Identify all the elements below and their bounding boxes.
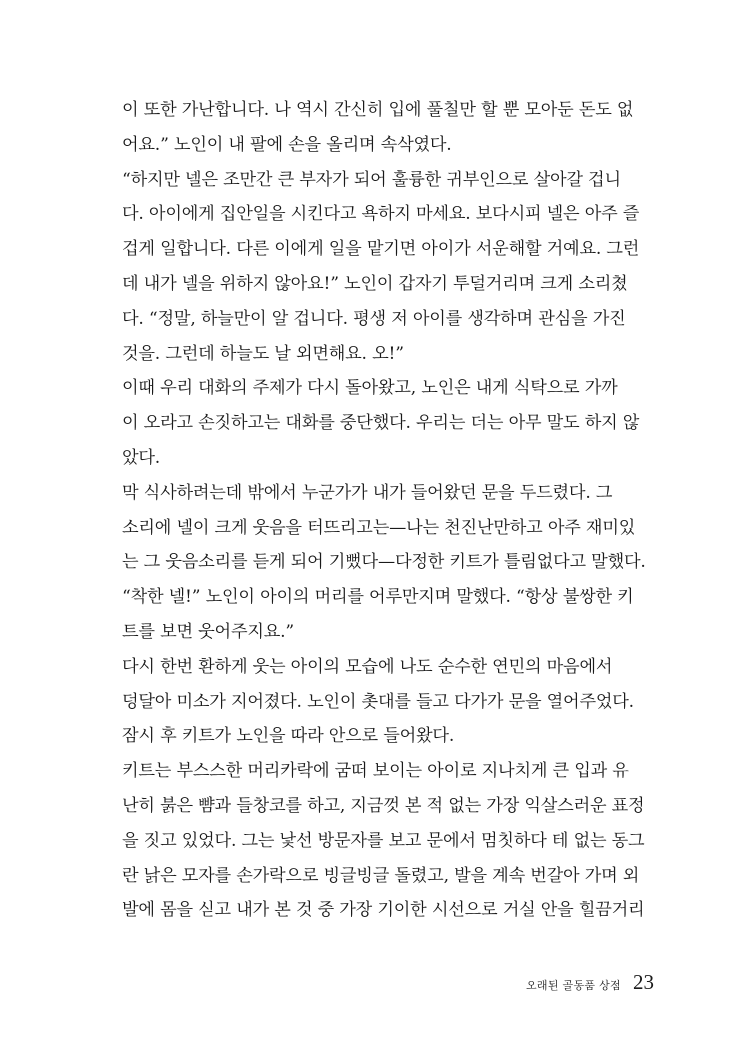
text-line: 트를 보면 웃어주지요.” xyxy=(122,621,295,642)
text-line: 이 오라고 손짓하고는 대화를 중단했다. 우리는 더는 아무 말도 하지 않 xyxy=(122,413,640,434)
text-line: 발에 몸을 싣고 내가 본 것 중 가장 기이한 시선으로 거실 안을 힐끔거리 xyxy=(122,900,645,921)
text-line: 것을. 그런데 하늘도 날 외면해요. 오!” xyxy=(122,343,404,364)
text-line: “착한 넬!” 노인이 아이의 머리를 어루만지며 말했다. “항상 불쌍한 키 xyxy=(122,587,634,608)
text-line: 난히 붉은 뺨과 들창코를 하고, 지금껏 본 적 없는 가장 익살스러운 표정 xyxy=(122,795,645,816)
body-text xyxy=(122,93,650,928)
text-line: 겁게 일합니다. 다른 이에게 일을 맡기면 아이가 서운해할 거예요. 그런 xyxy=(122,239,640,260)
text-line: 키트는 부스스한 머리카락에 굼떠 보이는 아이로 지나치게 큰 입과 유 xyxy=(122,761,629,782)
text-line: 막 식사하려는데 밖에서 누군가가 내가 들어왔던 문을 두드렸다. 그 xyxy=(122,482,613,503)
text-line: 다시 한번 환하게 웃는 아이의 모습에 나도 순수한 연민의 마음에서 xyxy=(122,656,613,677)
text-line: 이 또한 가난합니다. 나 역시 간신히 입에 풀칠만 할 뿐 모아둔 돈도 없 xyxy=(122,100,634,120)
text-line: 다. 아이에게 집안일을 시킨다고 욕하지 마세요. 보다시피 넬은 아주 즐 xyxy=(122,204,640,225)
text-line: 을 짓고 있었다. 그는 낯선 방문자를 보고 문에서 멈칫하다 테 없는 동그 xyxy=(122,830,645,851)
text-line: 소리에 넬이 크게 웃음을 터뜨리고는—나는 천진난만하고 아주 재미있 xyxy=(122,517,636,538)
text-line: 다. “정말, 하늘만이 알 겁니다. 평생 저 아이를 생각하며 관심을 가진 xyxy=(122,308,626,329)
text-line: “하지만 넬은 조만간 큰 부자가 되어 훌륭한 귀부인으로 살아갈 겁니 xyxy=(122,169,621,190)
text-line: 데 내가 넬을 위하지 않아요!” 노인이 갑자기 투덜거리며 크게 소리쳤 xyxy=(122,273,628,294)
page-number: 23 xyxy=(633,970,654,994)
text-line: 어요.” 노인이 내 팔에 손을 올리며 속삭였다. xyxy=(122,134,452,155)
text-line: 는 그 웃음소리를 듣게 되어 기뻤다—다정한 키트가 틀림없다고 말했다. xyxy=(122,552,646,573)
text-line: 덩달아 미소가 지어졌다. 노인이 촛대를 들고 다가가 문을 열어주었다. xyxy=(122,691,634,712)
text-line: 았다. xyxy=(122,447,161,468)
page-footer xyxy=(526,970,654,995)
text-line: 이때 우리 대화의 주제가 다시 돌아왔고, 노인은 내게 식탁으로 가까 xyxy=(122,378,618,399)
text-line: 란 낡은 모자를 손가락으로 빙글빙글 돌렸고, 발을 계속 번갈아 가며 외 xyxy=(122,865,640,886)
text-line: 잠시 후 키트가 노인을 따라 안으로 들어왔다. xyxy=(122,726,455,747)
running-title: 오래된 골동품 상점 xyxy=(525,979,621,992)
